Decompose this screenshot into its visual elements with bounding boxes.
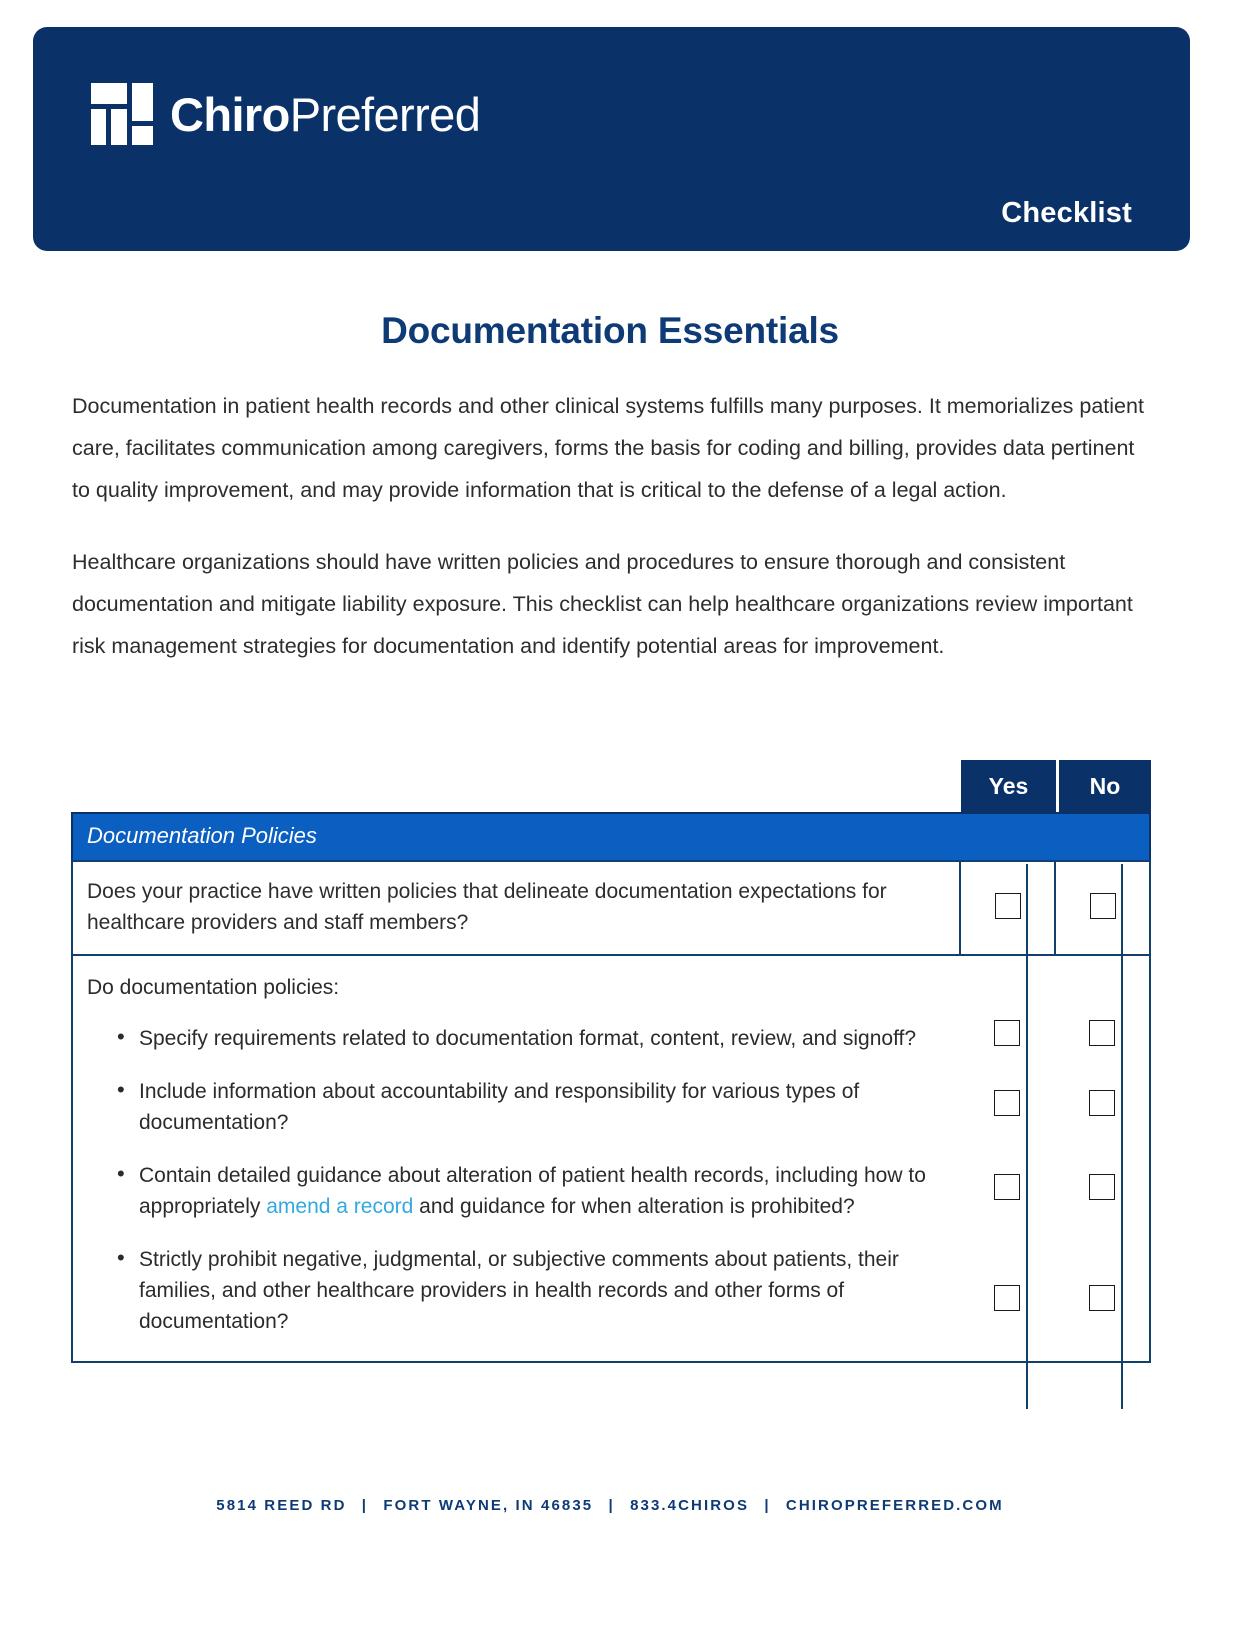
question-lead-row [73,956,1149,1003]
bullet-item-4 [73,1222,959,1361]
footer [0,1497,1220,1514]
footer-city-state-zip: FORT WAYNE, IN 46835 [383,1497,594,1514]
checkbox-yes-1[interactable] [995,893,1021,919]
checkbox-cell-yes-5[interactable] [959,1222,1054,1361]
bullet-text-4: Strictly prohibit negative, judgmental, or subjective comments about patients, their families, and other healthcare providers in health records and other forms of documentation? [139,1248,899,1333]
bullet-text-3-before: Contain detailed guidance about alteration of patient health records, including how to appropriately [139,1164,926,1218]
checkbox-cell-yes-3[interactable] [959,1054,1054,1138]
footer-separator: | [361,1497,369,1514]
checklist-table [71,760,1151,1363]
section-header-documentation-policies: Documentation Policies [71,812,1151,860]
bullet-text-3-after: and guidance for when alteration is prohibited? [413,1195,855,1218]
bullet-text-2: Include information about accountability and responsibility for various types of documentation? [139,1080,860,1134]
footer-separator: | [764,1497,771,1514]
intro-paragraph-2: Healthcare organizations should have written policies and procedures to ensure thorough and consistent documentation and mitigate liability exposure. This checklist can help healthcare organizations review important risk management strategies for documentation and identify potential areas for improvement. [72,550,1133,658]
checkbox-yes-2[interactable] [994,1020,1020,1046]
brand-name-bold: Chiro [170,87,290,141]
table-row [72,955,1150,1362]
checkbox-no-3[interactable] [1089,1090,1115,1116]
footer-separator: | [608,1497,615,1514]
bullet-row [73,1138,1149,1222]
checklist-column-headers [71,760,1151,812]
bullet-dot-icon: • [117,1245,125,1270]
header-banner [33,27,1190,251]
column-divider-right [1121,864,1123,1409]
table-row [72,861,1150,955]
bullet-dot-icon: • [117,1161,125,1186]
checkbox-cell-no-5[interactable] [1054,1222,1149,1361]
checkbox-no-2[interactable] [1089,1020,1115,1046]
bullet-row [73,1003,1149,1054]
bullet-item-3 [73,1138,959,1222]
checkbox-no-4[interactable] [1089,1174,1115,1200]
bullet-dot-icon: • [117,1077,125,1102]
page-title: Documentation Essentials [381,310,839,351]
bullet-row [73,1222,1149,1361]
checkbox-cell-no-3[interactable] [1054,1054,1149,1138]
checkbox-yes-5[interactable] [994,1285,1020,1311]
column-header-yes: Yes [961,760,1056,812]
question-lead-2: Do documentation policies: [87,976,340,999]
checkbox-yes-4[interactable] [994,1174,1020,1200]
checkbox-no-1[interactable] [1090,893,1116,919]
footer-website: CHIROPREFERRED.COM [785,1497,1004,1514]
checkbox-yes-3[interactable] [994,1090,1020,1116]
intro-paragraph-1: Documentation in patient health records and other clinical systems fulfills many purposes. It memorializes patient care, facilitates communication among caregivers, forms the basis for coding and billing, provides data pertinent to quality improvement, and may provide information that is critical to the defense of a legal action. [72,394,1144,502]
intro-copy [72,385,1157,697]
bullet-item-2 [73,1054,959,1138]
brand-logo [91,83,480,145]
amend-a-record-link[interactable]: amend a record [266,1195,414,1218]
bullet-text-1: Specify requirements related to documentation format, content, review, and signoff? [139,1027,917,1050]
column-header-no: No [1056,760,1151,812]
header-spacer [71,760,961,812]
column-divider-left [1026,864,1028,1409]
checklist-rows [71,860,1151,1363]
checkbox-cell-yes-4[interactable] [959,1138,1054,1222]
checkbox-cell-yes-1[interactable] [960,861,1055,955]
checkbox-cell-no-2[interactable] [1054,1003,1149,1054]
brand-name-light: Preferred [289,87,481,141]
bullet-item-1 [73,1003,959,1054]
checkbox-cell-no-1[interactable] [1055,861,1150,955]
checkbox-no-5[interactable] [1089,1285,1115,1311]
footer-address: 5814 REED RD [216,1497,347,1514]
question-text-1: Does your practice have written policies that delineate documentation expectations for healthcare providers and staff members? [72,861,960,955]
question-group-2 [72,955,1150,1362]
checkbox-cell-no-4[interactable] [1054,1138,1149,1222]
footer-phone: 833.4CHIROS [630,1497,750,1514]
document-kind-label: Checklist [1001,197,1132,229]
bullet-dot-icon: • [117,1024,125,1049]
bullet-row [73,1054,1149,1138]
chiropreferred-grid-logo-icon [91,83,153,145]
brand-wordmark [170,87,481,141]
checkbox-cell-yes-2[interactable] [959,1003,1054,1054]
